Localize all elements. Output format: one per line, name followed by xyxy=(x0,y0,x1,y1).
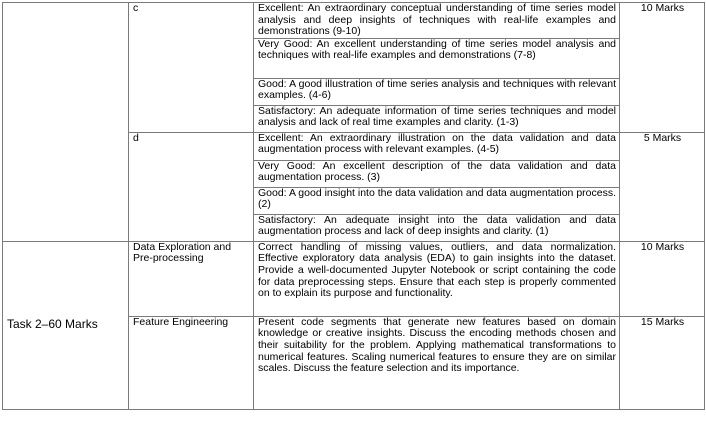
marks-d: 5 Marks xyxy=(620,132,705,241)
criterion-c-excellent: Excellent: An extraordinary conceptual understanding of time series model analysis and deep insights of techniques with real-life examples and demonstrations (9-10) xyxy=(254,3,620,39)
criterion-d-satisfactory: Satisfactory: An adequate insight into the data validation and data augmentation process and lack of deep insights and clarity. (1) xyxy=(254,214,620,241)
row-label-c: c xyxy=(129,3,254,133)
marks-data-exploration: 10 Marks xyxy=(620,241,705,316)
rubric-table xyxy=(2,2,705,410)
criterion-d-good: Good: A good insight into the data validation and data augmentation process. (2) xyxy=(254,187,620,214)
item-label-data-exploration: Data Exploration and Pre-processing xyxy=(129,241,254,316)
marks-c: 10 Marks xyxy=(620,3,705,133)
row-label-d: d xyxy=(129,132,254,241)
item-description-feature-engineering: Present code segments that generate new features based on domain knowledge or creative insights. Discuss the encoding methods chosen and their suitability for the problem. Applying mathematical transformations to numerical features. Scaling numerical features to ensure they are on similar scales. Discuss the feature selection and its importance. xyxy=(254,316,620,409)
item-label-feature-engineering: Feature Engineering xyxy=(129,316,254,409)
empty-task-cell xyxy=(3,3,129,242)
criterion-d-very-good: Very Good: An excellent description of the data validation and data augmentation process. (3) xyxy=(254,160,620,187)
task-title: Task 2–60 Marks xyxy=(3,241,129,409)
criterion-c-good: Good: A good illustration of time series analysis and techniques with relevant examples. (4-6) xyxy=(254,78,620,105)
criterion-c-very-good: Very Good: An excellent understanding of time series model analysis and techniques with real-life examples and demonstrations (7-8) xyxy=(254,38,620,78)
item-description-data-exploration: Correct handling of missing values, outliers, and data normalization. Effective exploratory data analysis (EDA) to gain insights into the dataset. Provide a well-documented Jupyter Notebook or script containing the code for data preprocessing steps. Ensure that each step is properly commented on to explain its purpose and functionality. xyxy=(254,241,620,316)
criterion-d-excellent: Excellent: An extraordinary illustration on the data validation and data augmentation process with relevant examples. (4-5) xyxy=(254,132,620,160)
marks-feature-engineering: 15 Marks xyxy=(620,316,705,409)
criterion-c-satisfactory: Satisfactory: An adequate information of time series techniques and model analysis and lack of real time examples and clarity. (1-3) xyxy=(254,105,620,132)
